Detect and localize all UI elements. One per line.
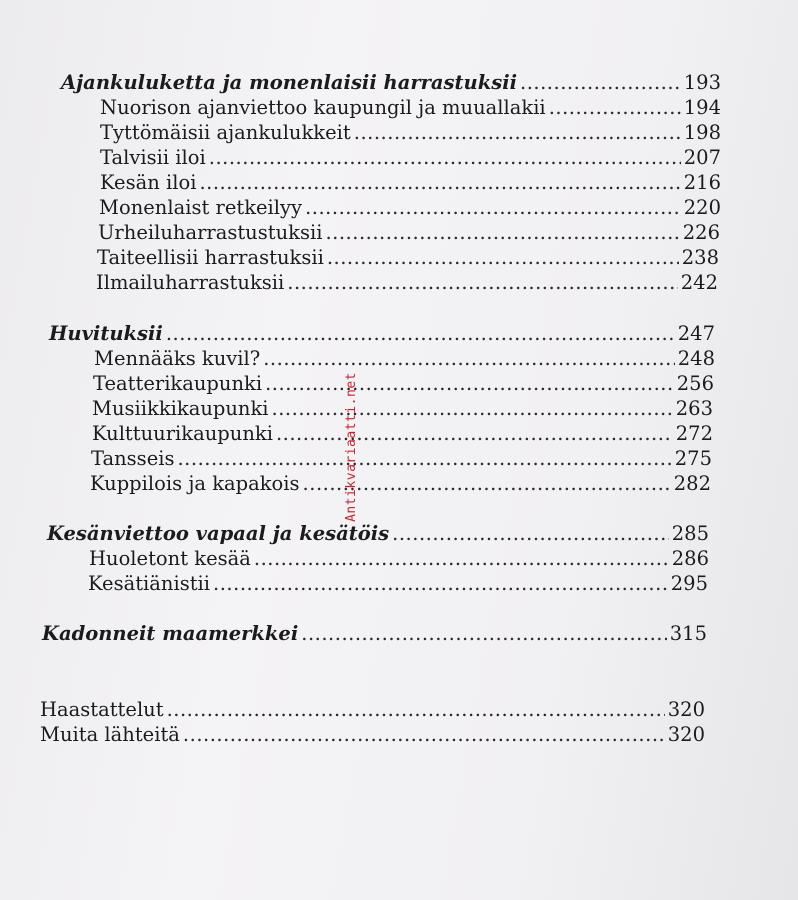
entry-title: Urheiluharrastustuksii [98, 221, 323, 244]
dot-leader [301, 622, 667, 646]
page-number: 247 [677, 322, 715, 345]
dot-leader [354, 121, 681, 145]
dot-leader [177, 447, 671, 471]
page-number: 238 [681, 246, 719, 269]
toc-entry [91, 447, 712, 471]
entry-title: Huoletont kesää [89, 547, 251, 570]
dot-leader [213, 572, 668, 596]
toc-entry [40, 698, 705, 722]
entry-title: Kesätiänistii [88, 572, 211, 595]
section-title: Kesänviettoo vapaal ja kesätöis [47, 522, 390, 545]
page-number: 320 [667, 698, 705, 721]
dot-leader [327, 246, 679, 270]
toc-entry [93, 372, 714, 396]
dot-leader [167, 698, 665, 722]
dot-leader [549, 96, 681, 120]
page-number: 282 [673, 472, 711, 495]
dot-leader [265, 372, 674, 396]
entry-title: Ilmailuharrastuksii [96, 271, 285, 294]
entry-title: Kuppilois ja kapakois [90, 472, 300, 495]
page-number: 275 [674, 447, 712, 470]
toc-entry [100, 146, 721, 170]
toc-section-heading [42, 622, 707, 646]
entry-title: Taiteellisii harrastuksii [97, 246, 324, 269]
entry-title: Tyttömäisii ajankulukkeit [100, 121, 351, 144]
entry-title: Teatterikaupunki [93, 372, 263, 395]
dot-leader [520, 71, 681, 95]
dot-leader [305, 196, 681, 220]
entry-title: Tansseis [91, 447, 175, 470]
toc-entry [40, 723, 705, 747]
toc-entry [88, 572, 708, 596]
toc-entry [92, 397, 713, 421]
toc-entry [89, 547, 709, 571]
dot-leader [209, 146, 681, 170]
toc-entry [97, 246, 719, 270]
entry-title: Mennääks kuvil? [94, 347, 261, 370]
toc-entry [90, 472, 711, 496]
page-number: 194 [683, 96, 721, 119]
page-number: 315 [669, 622, 707, 645]
dot-leader [325, 221, 679, 245]
entry-title: Monenlaist retkeilyy [99, 196, 303, 219]
dot-leader [263, 347, 675, 371]
toc-entry [94, 347, 715, 371]
page-number: 248 [677, 347, 715, 370]
entry-title: Kesän iloi [100, 171, 197, 194]
entry-title: Haastattelut [40, 698, 164, 721]
page-number: 286 [671, 547, 709, 570]
page-number: 295 [670, 572, 708, 595]
dot-leader [183, 723, 665, 747]
toc-section-heading [61, 71, 721, 95]
section-title: Ajankuluketta ja monenlaisii harrastuksii [61, 71, 518, 94]
entry-title: Muita lähteitä [40, 723, 180, 746]
page-number: 198 [683, 121, 721, 144]
section-title: Kadonneit maamerkkei [42, 622, 299, 645]
toc-entry [96, 271, 718, 295]
watermark-text: Antikvariaatti.net [344, 372, 359, 522]
page-number: 320 [667, 723, 705, 746]
toc-section-heading [47, 522, 709, 546]
page-number: 226 [682, 221, 720, 244]
entry-title: Talvisii iloi [100, 146, 206, 169]
entry-title: Kulttuurikaupunki [92, 422, 273, 445]
toc-entry [100, 121, 721, 145]
dot-leader [254, 547, 669, 571]
dot-leader [272, 397, 673, 421]
page-number: 193 [683, 71, 721, 94]
toc-section-heading [49, 322, 715, 346]
page-number: 272 [675, 422, 713, 445]
dot-leader [276, 422, 673, 446]
dot-leader [392, 522, 669, 546]
entry-title: Nuorison ajanviettoo kaupungil ja muuallakii [100, 96, 546, 119]
dot-leader [199, 171, 680, 195]
page-number: 256 [676, 372, 714, 395]
toc-entry [100, 171, 721, 195]
page-number: 285 [671, 522, 709, 545]
toc-entry [99, 196, 721, 220]
dot-leader [287, 271, 678, 295]
toc-entry [98, 221, 720, 245]
page-number: 220 [683, 196, 721, 219]
page-number: 242 [680, 271, 718, 294]
page-number: 263 [675, 397, 713, 420]
toc-entry [92, 422, 713, 446]
toc-entry [100, 96, 721, 120]
entry-title: Musiikkikaupunki [92, 397, 269, 420]
section-title: Huvituksii [49, 322, 163, 345]
dot-leader [166, 322, 675, 346]
page-number: 216 [683, 171, 721, 194]
page-number: 207 [683, 146, 721, 169]
